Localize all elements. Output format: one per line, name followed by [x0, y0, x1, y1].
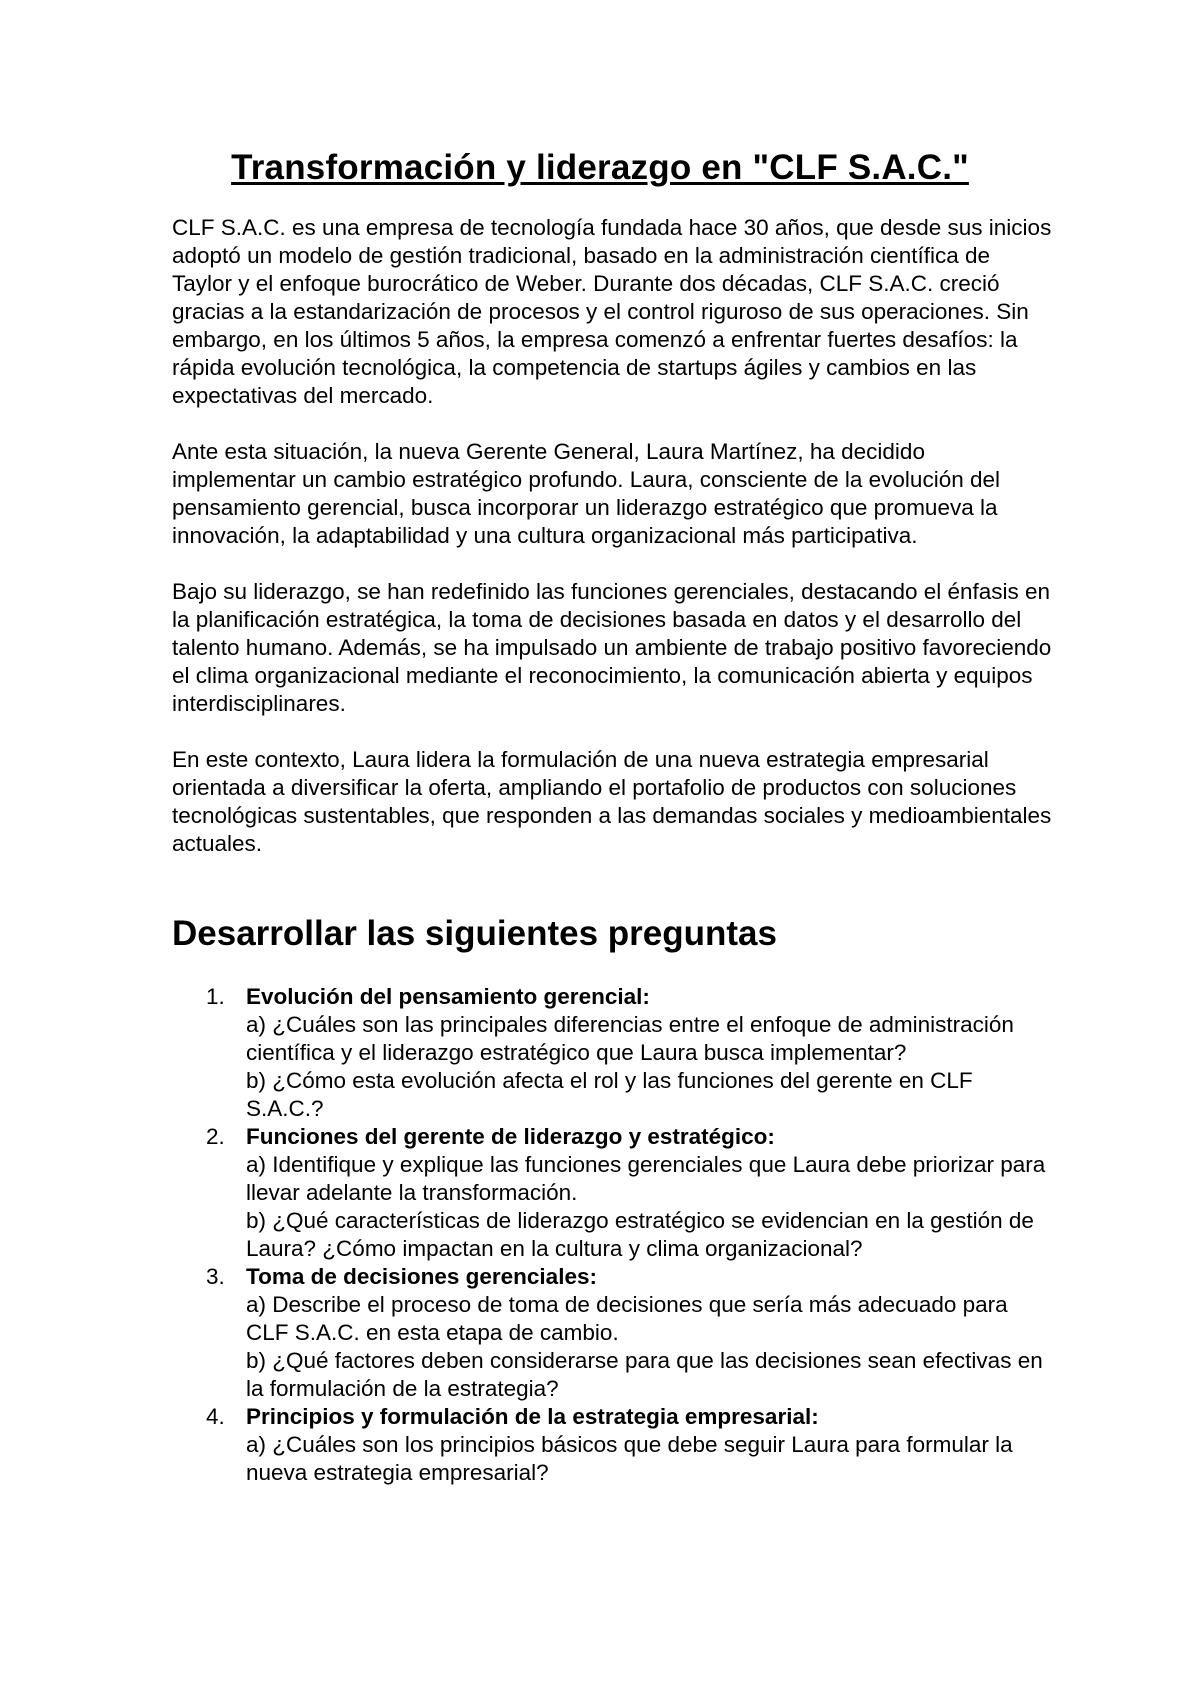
document-title: Transformación y liderazgo en "CLF S.A.C." — [231, 148, 969, 187]
question-sub-b: b) ¿Qué factores deben considerarse para que las decisiones sean efectivas en la formulación de la estrategia? — [246, 1348, 1043, 1401]
question-item — [172, 1123, 1052, 1263]
question-sub-a: a) ¿Cuáles son los principios básicos que debe seguir Laura para formular la nueva estrategia empresarial? — [246, 1432, 1013, 1485]
question-sub-a: a) Describe el proceso de toma de decisiones que sería más adecuado para CLF S.A.C. en esta etapa de cambio. — [246, 1292, 1008, 1345]
question-sub-b: b) ¿Qué características de liderazgo estratégico se evidencian en la gestión de Laura? ¿Cómo impactan en la cultura y clima organizacional? — [246, 1208, 1034, 1261]
question-heading: Evolución del pensamiento gerencial: — [246, 984, 650, 1009]
question-item — [172, 1403, 1052, 1487]
question-sub-a: a) Identifique y explique las funciones gerenciales que Laura debe priorizar para llevar adelante la transformación. — [246, 1152, 1046, 1205]
section-heading: Desarrollar las siguientes preguntas — [172, 914, 777, 953]
question-item — [172, 1263, 1052, 1403]
question-heading: Funciones del gerente de liderazgo y estratégico: — [246, 1124, 775, 1149]
document-body — [172, 214, 1052, 858]
question-sub-b: b) ¿Cómo esta evolución afecta el rol y las funciones del gerente en CLF S.A.C.? — [246, 1068, 973, 1121]
paragraph-intro: CLF S.A.C. es una empresa de tecnología fundada hace 30 años, que desde sus inicios adoptó un modelo de gestión tradicional, basado en la administración científica de Taylor y el enfoque burocrático de Weber. Durante dos décadas, CLF S.A.C. creció gracias a la estandarización de procesos y el control riguroso de sus operaciones. Sin embargo, en los últimos 5 años, la empresa comenzó a enfrentar fuertes desafíos: la rápida evolución tecnológica, la competencia de startups ágiles y cambios en las expectativas del mercado. — [172, 215, 1052, 408]
paragraph-context: En este contexto, Laura lidera la formulación de una nueva estrategia empresarial orientada a diversificar la oferta, ampliando el portafolio de productos con soluciones tecnológicas sustentables, que responden a las demandas sociales y medioambientales actuales. — [172, 747, 1052, 856]
questions-list — [172, 983, 1052, 1487]
paragraph-leadership: Bajo su liderazgo, se han redefinido las funciones gerenciales, destacando el énfasis en la planificación estratégica, la toma de decisiones basada en datos y el desarrollo del talento humano. Además, se ha impulsado un ambiente de trabajo positivo favoreciendo el clima organizacional mediante el reconocimiento, la comunicación abierta y equipos interdisciplinares. — [172, 579, 1052, 716]
question-heading: Principios y formulación de la estrategia empresarial: — [246, 1404, 819, 1429]
question-heading: Toma de decisiones gerenciales: — [246, 1264, 597, 1289]
question-number: 1. — [206, 984, 225, 1009]
question-item — [172, 983, 1052, 1123]
question-number: 4. — [206, 1404, 225, 1429]
question-number: 3. — [206, 1264, 225, 1289]
question-sub-a: a) ¿Cuáles son las principales diferencias entre el enfoque de administración científica y el liderazgo estratégico que Laura busca implementar? — [246, 1012, 1014, 1065]
paragraph-situation: Ante esta situación, la nueva Gerente General, Laura Martínez, ha decidido implementar un cambio estratégico profundo. Laura, consciente de la evolución del pensamiento gerencial, busca incorporar un liderazgo estratégico que promueva la innovación, la adaptabilidad y una cultura organizacional más participativa. — [172, 439, 1000, 548]
question-number: 2. — [206, 1124, 225, 1149]
